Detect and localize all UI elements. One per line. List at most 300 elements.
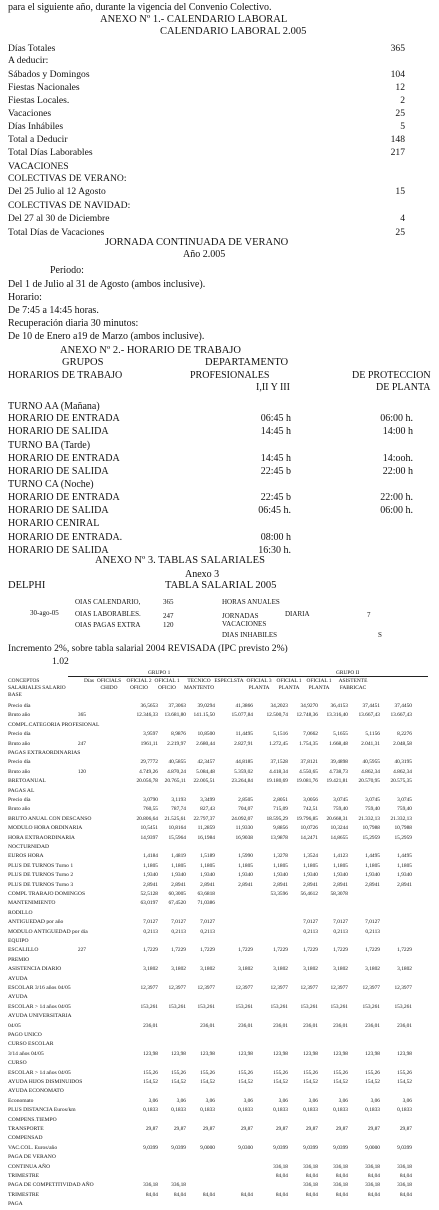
intro-text: para el siguiente año, durante la vigencia del Convenio Colectivo. bbox=[8, 2, 272, 13]
jornadas-label: JORNADAS bbox=[222, 612, 259, 620]
salary-cell: 16,9038 bbox=[235, 834, 253, 841]
salary-row-label: HORA EXTRAORDINARIA bbox=[8, 834, 75, 841]
salary-row-label: TRANSPORTE bbox=[8, 1126, 44, 1132]
salary-cell: 19.081,76 bbox=[296, 778, 318, 785]
salary-cell: 3,06 bbox=[402, 1097, 412, 1104]
header-col: TECNICO MANTENTO bbox=[184, 678, 215, 691]
salary-cell: 1,1805 bbox=[143, 862, 158, 869]
annex2-title: ANEXO Nº 2.- HORARIO DE TRABAJO bbox=[60, 345, 241, 356]
header-col: OFICIAL 3 PLANTA bbox=[246, 678, 272, 691]
salary-cell: 3,1193 bbox=[171, 797, 186, 803]
salary-cell: 24.092,07 bbox=[231, 815, 253, 822]
salary-cell: 4.862,34 bbox=[393, 768, 412, 775]
dias-laborables-value: 247 bbox=[163, 612, 174, 620]
salary-cell: 42,3457 bbox=[197, 759, 215, 766]
salary-row-label: ESCALILLO bbox=[8, 947, 39, 954]
salary-row-label: TRIMESTRE bbox=[8, 1191, 40, 1198]
salary-cell: 336,18 bbox=[171, 1182, 186, 1189]
salary-cell: 3,1802 bbox=[200, 966, 215, 973]
salary-cell: 9,0300 bbox=[238, 1144, 253, 1151]
horario-prof-value: 14:45 h bbox=[260, 426, 291, 437]
salary-cell: 153,261 bbox=[394, 1003, 412, 1010]
salary-cell: 39,0294 bbox=[197, 703, 215, 709]
salary-cell: 0,1833 bbox=[333, 1107, 348, 1114]
salary-row-label: AYUDA ECONOMATO bbox=[8, 1088, 64, 1095]
salary-cell: 1,7229 bbox=[143, 947, 158, 954]
salary-cell: 236,01 bbox=[273, 1022, 288, 1029]
salary-row-label: PREMIO bbox=[8, 956, 30, 963]
salary-cell: 0,1833 bbox=[303, 1107, 318, 1114]
salary-cell: 827,43 bbox=[200, 806, 215, 813]
grupo2-label: GRUPO II bbox=[336, 670, 360, 676]
salary-cell: 15,5964 bbox=[168, 834, 186, 841]
salary-cell: 0,2113 bbox=[303, 928, 318, 935]
salary-row-days: 247 bbox=[77, 740, 86, 747]
salary-cell: 3,06 bbox=[308, 1097, 318, 1104]
salary-cell: 153,261 bbox=[270, 1003, 288, 1010]
horario-row-label: TURNO CA (Noche) bbox=[8, 479, 94, 490]
salary-cell: 9,0399 bbox=[143, 1144, 158, 1151]
salary-cell: 11,2859 bbox=[197, 825, 215, 832]
salary-cell: 1,9340 bbox=[200, 872, 215, 879]
salary-cell: 1,9340 bbox=[273, 872, 288, 879]
salary-cell: 759,40 bbox=[397, 806, 412, 813]
salary-cell: 12,3977 bbox=[235, 985, 253, 991]
salary-cell: 58,3078 bbox=[330, 891, 348, 897]
salary-cell: 236,01 bbox=[143, 1022, 158, 1029]
salary-cell: 5.084,48 bbox=[196, 768, 215, 775]
calendar-row-label: VACACIONES bbox=[8, 161, 69, 172]
salary-cell: 141.15,50 bbox=[193, 712, 215, 719]
calendar-row-label: Del 27 al 30 de Diciembre bbox=[8, 213, 110, 224]
table-date: 30-ago-05 bbox=[30, 609, 59, 617]
horario-prof-value: 22:45 b bbox=[260, 466, 291, 477]
salary-cell: 12,3977 bbox=[168, 985, 186, 991]
salary-cell: 336,18 bbox=[273, 1163, 288, 1170]
salary-row-label: Precio día bbox=[8, 703, 31, 709]
salary-cell: 37,1528 bbox=[270, 759, 288, 766]
salary-row-label: Bruto año bbox=[8, 740, 31, 747]
salary-cell: 2,8941 bbox=[397, 881, 412, 888]
grupos-heading: GRUPOS bbox=[62, 357, 104, 368]
horario-text: De 7:45 a 14:45 horas. bbox=[8, 305, 99, 316]
calendar-row-label: Fiestas Locales. bbox=[8, 95, 70, 106]
salary-cell: 123,98 bbox=[238, 1050, 253, 1057]
salary-cell: 12,3977 bbox=[140, 985, 158, 991]
horario-row-label: HORARIO DE SALIDA bbox=[8, 545, 109, 556]
dias-pagas-label: OIAS PAGAS EXTRA bbox=[75, 621, 141, 629]
salary-row-label: COMPL.CATEGORIA PROFESIONAL bbox=[8, 721, 100, 728]
calendar-row-value: 5 bbox=[400, 121, 405, 132]
salary-cell: 29,7772 bbox=[140, 759, 158, 766]
salary-cell: 3,06 bbox=[338, 1097, 348, 1104]
salary-cell: 41,3866 bbox=[235, 703, 253, 709]
salary-cell: 336,18 bbox=[397, 1182, 412, 1189]
salary-cell: 40,5955 bbox=[362, 759, 380, 766]
horas-anuales-label: HORAS ANUALES bbox=[222, 598, 280, 606]
calendar-row-value: 2 bbox=[400, 95, 405, 106]
header-col: OFICIAL 1 PLANTA bbox=[306, 678, 332, 691]
salary-cell: 1,9340 bbox=[171, 872, 186, 879]
salary-row-label: Bruto año bbox=[8, 768, 31, 775]
salary-row-label: PLUS DE TURNOS Turno 3 bbox=[8, 881, 74, 888]
salary-row-label: EUROS HORA bbox=[8, 853, 44, 860]
calendar-row-value: 25 bbox=[395, 227, 405, 238]
salary-cell: 2.827,91 bbox=[234, 740, 253, 747]
salary-row-label: RODILLO bbox=[8, 909, 33, 916]
salary-cell: 1,9340 bbox=[333, 872, 348, 879]
salary-cell: 11,4495 bbox=[235, 731, 253, 738]
salary-cell: 3,9597 bbox=[143, 731, 158, 738]
salary-cell: 20.570,95 bbox=[358, 778, 380, 785]
salary-cell: 336,18 bbox=[365, 1182, 380, 1189]
salary-cell: 20.765,11 bbox=[164, 778, 186, 785]
salary-cell: 13.316,40 bbox=[326, 712, 348, 719]
salary-cell: 29,87 bbox=[145, 1126, 158, 1132]
salary-row bbox=[8, 1200, 434, 1210]
salary-row-label: MANTENIMIENTO bbox=[8, 900, 56, 907]
salary-cell: 21.525,61 bbox=[164, 815, 186, 822]
salary-row-label: EQUIPO bbox=[8, 938, 29, 944]
horario-row-label: HORARIO DE ENTRADA bbox=[8, 492, 120, 503]
salary-cell: 155,26 bbox=[397, 1069, 412, 1076]
salary-cell: 4.749,26 bbox=[139, 768, 158, 775]
horario-prot-value: 22:00 h. bbox=[380, 492, 413, 503]
salary-cell: 37,4450 bbox=[394, 703, 412, 709]
salary-cell: 71,0386 bbox=[197, 900, 215, 907]
salary-cell: 40,3195 bbox=[394, 759, 412, 766]
salary-cell: 153,261 bbox=[168, 1003, 186, 1010]
salary-cell: 21.332,13 bbox=[390, 815, 412, 822]
salary-cell: 1,1805 bbox=[273, 862, 288, 869]
salary-cell: 1961,11 bbox=[140, 740, 158, 747]
salary-cell: 153,261 bbox=[140, 1003, 158, 1010]
calendar-row-label: A deducir: bbox=[8, 55, 49, 66]
horario-prof-value: 22:45 b bbox=[260, 492, 291, 503]
salary-cell: 2,8941 bbox=[365, 881, 380, 888]
periodo-text: Del 1 de Julio al 31 de Agosto (ambos inclusive). bbox=[8, 279, 206, 290]
salary-cell: 7,0127 bbox=[333, 919, 348, 926]
salary-row-label: COMPL TRABAJO DOMINGOS bbox=[8, 891, 86, 897]
salary-cell: 1.754,35 bbox=[299, 740, 318, 747]
salary-row-label: PAGO UNICO bbox=[8, 1032, 42, 1038]
salary-cell: 10,8164 bbox=[168, 825, 186, 832]
col-prot2-heading: DE PLANTA bbox=[376, 382, 431, 393]
salary-cell: 29,87 bbox=[240, 1126, 253, 1132]
salary-cell: 9,8856 bbox=[273, 825, 288, 832]
salary-cell: 1,1805 bbox=[171, 862, 186, 869]
salary-cell: 153,261 bbox=[235, 1003, 253, 1010]
salary-cell: 84,04 bbox=[335, 1173, 348, 1179]
salary-cell: 12,3977 bbox=[330, 985, 348, 991]
salary-cell: 9,0399 bbox=[273, 1144, 288, 1151]
salary-cell: 39,4898 bbox=[330, 759, 348, 766]
salary-row-label: PLUS DE TURNOS Turno 1 bbox=[8, 862, 74, 869]
salary-row-label: VAC.COL. Euros/año bbox=[8, 1144, 58, 1151]
salary-cell: 1,7229 bbox=[397, 947, 412, 954]
salary-cell: 0,2113 bbox=[143, 928, 158, 935]
salary-row-label: ASISTENCIA DIARIO bbox=[8, 966, 62, 973]
salary-cell: 10,7988 bbox=[362, 825, 380, 832]
salary-cell: 9,0000 bbox=[200, 1144, 215, 1151]
salary-cell: 2,8941 bbox=[143, 881, 158, 888]
grupo1-label: GRUPO 1 bbox=[148, 670, 171, 676]
horario-row-label: HORARIO DE ENTRADA. bbox=[8, 532, 123, 543]
col-prot-heading: DE PROTECCION bbox=[352, 370, 431, 381]
horario-row-label: HORARIO DE ENTRADA bbox=[8, 453, 120, 464]
salary-cell: 8,2276 bbox=[397, 731, 412, 738]
horario-label: Horario: bbox=[8, 292, 42, 303]
calendar-row-label: Del 25 Julio al 12 Agosto bbox=[8, 186, 106, 197]
salary-cell: 2,8941 bbox=[333, 881, 348, 888]
salary-cell: 84,04 bbox=[240, 1191, 253, 1198]
salary-row-label: Precio día bbox=[8, 759, 31, 766]
jornada-year: Año 2.005 bbox=[183, 249, 226, 260]
salary-cell: 236,01 bbox=[303, 1022, 318, 1029]
salary-cell: 2.041,31 bbox=[361, 740, 380, 747]
salary-cell: 84,04 bbox=[367, 1191, 380, 1198]
salary-cell: 704,07 bbox=[238, 806, 253, 813]
salary-cell: 4.418,34 bbox=[269, 768, 288, 775]
salary-cell: 4.550,65 bbox=[299, 768, 318, 775]
salary-cell: 0,2113 bbox=[200, 928, 215, 935]
salary-row-label: Bruto año bbox=[8, 806, 31, 813]
horario-prof-value: 14:45 h bbox=[260, 453, 291, 464]
salary-cell: 336,18 bbox=[303, 1182, 318, 1189]
salary-cell: 154,52 bbox=[200, 1079, 215, 1085]
salary-cell: 9,0399 bbox=[303, 1144, 318, 1151]
salary-cell: 1,7229 bbox=[238, 947, 253, 954]
calendar-row-label: Sábados y Domingos bbox=[8, 69, 90, 80]
salary-cell: 29,87 bbox=[335, 1126, 348, 1132]
horario-row-label: HORARIO DE SALIDA bbox=[8, 505, 109, 516]
horario-prot-value: 06:00 h. bbox=[380, 413, 413, 424]
salary-cell: 40,5855 bbox=[168, 759, 186, 766]
salary-row-label: ESCOLAR > 14 años 04/05 bbox=[8, 1003, 71, 1010]
horario-row-label: HORARIO DE SALIDA bbox=[8, 426, 109, 437]
salary-cell: 3,06 bbox=[176, 1097, 186, 1104]
header-rule bbox=[68, 676, 428, 677]
salary-cell: 1,4184 bbox=[143, 853, 158, 860]
salary-cell: 1.668,48 bbox=[329, 740, 348, 747]
salary-cell: 155,26 bbox=[171, 1069, 186, 1076]
dias-laborables-label: OIAS LABORABLES. bbox=[75, 610, 141, 618]
salary-cell: 5,1516 bbox=[273, 731, 288, 738]
salary-row-label: COMPENS.TIEMPO bbox=[8, 1116, 57, 1123]
incremento-text: Incremento 2%, sobre tabla salarial 2004 REVISADA (IPC previsto 2%) bbox=[8, 643, 288, 654]
salary-cell: 1,3524 bbox=[303, 853, 318, 860]
salary-cell: 155,26 bbox=[365, 1069, 380, 1076]
diaria-label: DIARIA bbox=[285, 610, 310, 618]
salary-cell: 0,1833 bbox=[143, 1107, 158, 1114]
horario-prof-value: 08:00 h bbox=[260, 532, 291, 543]
salary-row-label: CURSO ESCOLAR bbox=[8, 1041, 54, 1048]
salary-cell: 9,0399 bbox=[333, 1144, 348, 1151]
salary-cell: 1,7229 bbox=[171, 947, 186, 954]
salary-cell: 3,0056 bbox=[303, 797, 318, 803]
salary-cell: 123,98 bbox=[143, 1050, 158, 1057]
salary-cell: 3,1802 bbox=[238, 966, 253, 973]
salary-cell: 9,0000 bbox=[365, 1144, 380, 1151]
salary-cell: 3,06 bbox=[278, 1097, 288, 1104]
salary-cell: 0,1833 bbox=[238, 1107, 253, 1114]
salary-cell: 15.077,84 bbox=[231, 712, 253, 719]
annex1-subtitle: CALENDARIO LABORAL 2.005 bbox=[160, 26, 307, 37]
salary-cell: 37,8121 bbox=[300, 759, 318, 766]
salary-row-label: Precio día bbox=[8, 731, 31, 738]
salary-cell: 2,8051 bbox=[273, 797, 288, 803]
salary-cell: 63,6818 bbox=[197, 891, 215, 897]
calendar-row-label: Vacaciones bbox=[8, 108, 52, 119]
calendar-row-value: 15 bbox=[395, 186, 405, 197]
header-col: Días bbox=[84, 678, 94, 684]
salary-cell: 5,1655 bbox=[333, 731, 348, 738]
salary-cell: 3,06 bbox=[243, 1097, 253, 1104]
company-name: DELPHI bbox=[8, 580, 46, 591]
salary-cell: 123,98 bbox=[273, 1050, 288, 1057]
salary-cell: 2,8941 bbox=[171, 881, 186, 888]
header-col: OFICIAL 1 PLANTA bbox=[276, 678, 302, 691]
salary-row-label: CONTINUA AÑO bbox=[8, 1163, 51, 1170]
horario-prof-value: 16:30 h. bbox=[258, 545, 291, 556]
salary-cell: 4.738,73 bbox=[329, 768, 348, 775]
departamento-heading: DEPARTAMENTO bbox=[205, 357, 289, 368]
salary-cell: 3,3499 bbox=[200, 797, 215, 803]
salary-cell: 7,0127 bbox=[303, 919, 318, 926]
salary-cell: 4.870,24 bbox=[167, 768, 186, 775]
salary-row-label: AYUDA bbox=[8, 975, 28, 982]
salary-row-label: ESCOLAR 3/16 años 04/05 bbox=[8, 985, 71, 991]
salary-cell: 1,1805 bbox=[397, 862, 412, 869]
horario-prot-value: 14:00 h bbox=[382, 426, 413, 437]
salary-cell: 154,52 bbox=[171, 1079, 186, 1085]
salary-cell: 84,04 bbox=[335, 1191, 348, 1198]
calendar-row-label: Total Días Laborables bbox=[8, 147, 93, 158]
salary-cell: 34,2023 bbox=[270, 703, 288, 709]
jornada-title: JORNADA CONTINUADA DE VERANO bbox=[105, 237, 289, 248]
salary-row-label: Precio día bbox=[8, 797, 31, 803]
diaria-value: 7 bbox=[367, 611, 371, 619]
calendar-row-label: Días Inhábiles bbox=[8, 121, 64, 132]
dias-calendario-value: 365 bbox=[163, 598, 174, 606]
salary-cell: 154,52 bbox=[303, 1079, 318, 1085]
salary-cell: 2.680,44 bbox=[196, 740, 215, 747]
salary-row-label: AYUDA bbox=[8, 994, 28, 1001]
salary-cell: 336,18 bbox=[333, 1163, 348, 1170]
salary-cell: 44,8185 bbox=[235, 759, 253, 766]
salary-row-label: PAGAS EXTRAORDINARIAS bbox=[8, 750, 81, 756]
salary-cell: 3,1802 bbox=[333, 966, 348, 973]
salary-cell: 15,2959 bbox=[394, 834, 412, 841]
calendar-row-label: COLECTIVAS DE VERANO: bbox=[8, 173, 127, 184]
salary-row-label: TRIMESTRE bbox=[8, 1173, 40, 1179]
salary-cell: 2,8941 bbox=[200, 881, 215, 888]
header-col: ASISTENTE FABRICAC bbox=[338, 678, 368, 691]
calendar-row-value: 4 bbox=[400, 213, 405, 224]
salary-cell: 11,9330 bbox=[235, 825, 253, 832]
salary-cell: 236,01 bbox=[333, 1022, 348, 1029]
salary-cell: 3,1802 bbox=[303, 966, 318, 973]
salary-cell: 7,0127 bbox=[365, 919, 380, 926]
salary-cell: 154,52 bbox=[397, 1079, 412, 1085]
salary-cell: 5.359,02 bbox=[234, 768, 253, 775]
salary-cell: 1,1805 bbox=[238, 862, 253, 869]
salary-cell: 759,40 bbox=[365, 806, 380, 813]
salary-row-label: PLUS DISTANCIA Euros/km bbox=[8, 1107, 76, 1114]
horario-prot-value: 22:00 h bbox=[382, 466, 413, 477]
salary-cell: 20.806,64 bbox=[136, 815, 158, 822]
salary-cell: 84,04 bbox=[399, 1173, 412, 1179]
salary-cell: 1,4495 bbox=[365, 853, 380, 860]
salary-cell: 0,1833 bbox=[171, 1107, 186, 1114]
salary-cell: 1,1805 bbox=[200, 862, 215, 869]
horario-prot-value: 06:00 h. bbox=[380, 505, 413, 516]
salary-cell: 29,87 bbox=[202, 1126, 215, 1132]
salary-cell: 12.500,74 bbox=[266, 712, 288, 719]
salary-cell: 155,26 bbox=[303, 1069, 318, 1076]
salary-row-label: 3/14 años 04/05 bbox=[8, 1050, 44, 1057]
salary-cell: 1,7229 bbox=[365, 947, 380, 954]
salary-cell: 53,3596 bbox=[270, 891, 288, 897]
salary-cell: 12.748,36 bbox=[296, 712, 318, 719]
salary-cell: 336,18 bbox=[365, 1163, 380, 1170]
salary-cell: 1,4123 bbox=[333, 853, 348, 860]
calendar-row-value: 25 bbox=[395, 108, 405, 119]
salary-cell: 13.681,80 bbox=[164, 712, 186, 719]
salary-cell: 3,06 bbox=[370, 1097, 380, 1104]
recuperacion-text: Recuperación diaria 30 minutos: bbox=[8, 318, 139, 329]
annex3-sub: Anexo 3 bbox=[185, 569, 220, 580]
salary-cell: 13,9878 bbox=[270, 834, 288, 841]
salary-row-label: PAGA DE VERANO bbox=[8, 1154, 56, 1161]
salary-cell: 336,18 bbox=[303, 1163, 318, 1170]
salary-cell: 84,04 bbox=[275, 1191, 288, 1198]
salary-cell: 1,9340 bbox=[238, 872, 253, 879]
salary-cell: 10,8500 bbox=[197, 731, 215, 738]
salary-cell: 10,5451 bbox=[140, 825, 158, 832]
salary-cell: 19.796,85 bbox=[296, 815, 318, 822]
salary-cell: 759,40 bbox=[333, 806, 348, 813]
salary-cell: 21.332,13 bbox=[358, 815, 380, 822]
salary-cell: 3,0745 bbox=[365, 797, 380, 803]
salary-cell: 29,87 bbox=[367, 1126, 380, 1132]
salary-cell: 7,0127 bbox=[200, 919, 215, 926]
salary-cell: 123,98 bbox=[171, 1050, 186, 1057]
calendar-row-value: 217 bbox=[390, 147, 405, 158]
salary-row-label: ANTIGUEDAD por año bbox=[8, 919, 64, 926]
salary-cell: 3,1802 bbox=[171, 966, 186, 973]
salary-cell: 1,7229 bbox=[273, 947, 288, 954]
salary-cell: 3,1802 bbox=[143, 966, 158, 973]
salary-cell: 2,8941 bbox=[303, 881, 318, 888]
salary-cell: 1,9340 bbox=[143, 872, 158, 879]
salary-cell: 67,4520 bbox=[168, 900, 186, 907]
salary-cell: 336,18 bbox=[397, 1163, 412, 1170]
salary-row-label: BRUTO ANUAL CON DESCANSO bbox=[8, 815, 92, 822]
col-horarios-heading: HORARIOS DE TRABAJO bbox=[8, 370, 123, 381]
salary-cell: 20.668,31 bbox=[326, 815, 348, 822]
salary-cell: 37,4451 bbox=[362, 703, 380, 709]
salary-cell: 36,5653 bbox=[140, 703, 158, 709]
salary-cell: 1,4819 bbox=[171, 853, 186, 860]
salary-cell: 1,1805 bbox=[365, 862, 380, 869]
annex1-title: ANEXO Nº 1.- CALENDARIO LABORAL bbox=[100, 14, 288, 25]
salary-cell: 1.272,45 bbox=[269, 740, 288, 747]
salary-cell: 84,04 bbox=[275, 1173, 288, 1179]
header-col: ESPECLSTA bbox=[214, 678, 244, 684]
horario-row-label: HORARIO CENIRAL bbox=[8, 518, 100, 529]
vacaciones-label: VACACIONES bbox=[222, 620, 267, 628]
